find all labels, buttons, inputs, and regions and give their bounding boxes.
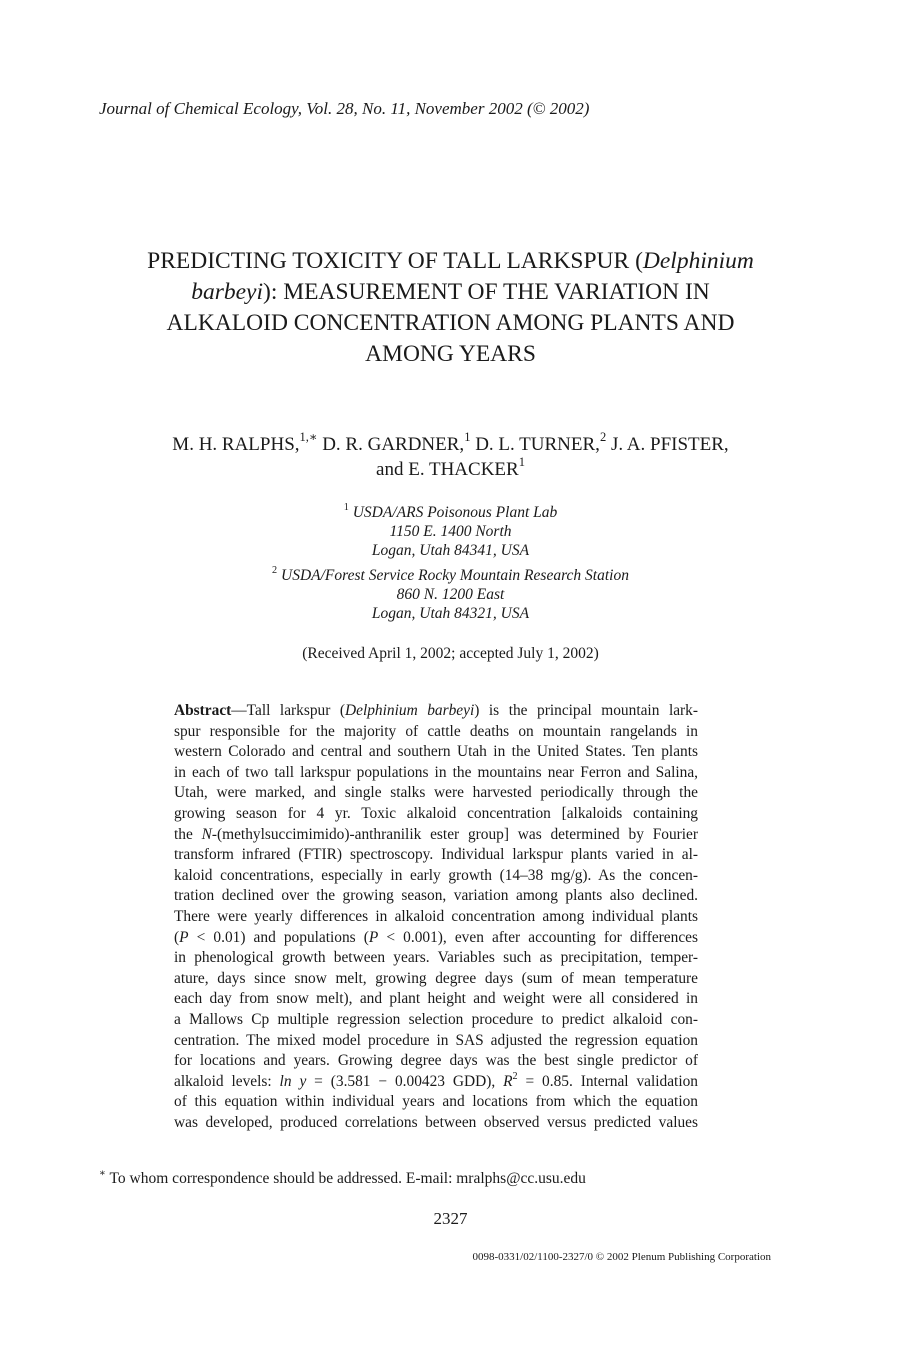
abstract-line: alkaloid levels: ln y = (3.581 − 0.00423 GDD), $R^2 = 0.85$. Internal validation — [174, 1070, 698, 1090]
abstract-line: spur responsible for the majority of cattle deaths on mountain rangelands in — [174, 722, 698, 740]
abstract-line: ature, days since snow melt, growing degree days (sum of mean temperature — [174, 969, 698, 987]
title-line-4: AMONG YEARS — [365, 341, 536, 367]
abstract-line: in each of two tall larkspur populations in the mountains near Ferron and Salina, — [174, 763, 698, 781]
page-number: 2327 — [433, 1209, 468, 1228]
title-line-1: PREDICTING TOXICITY OF TALL LARKSPUR (Delphinium — [147, 248, 754, 274]
abstract-line: the N-(methylsuccimimido)-anthranilik ester group] was determined by Fourier — [174, 825, 698, 843]
author-list — [90, 432, 811, 482]
abstract-line: Utah, were marked, and single stalks were harvested periodically through the — [174, 784, 698, 802]
abstract-line: There were yearly differences in alkaloid concentration among individual plants — [174, 907, 698, 925]
abstract-line: of this equation within individual years and locations from which the equation — [174, 1093, 698, 1111]
title-line-2: barbeyi): MEASUREMENT OF THE VARIATION IN — [191, 279, 710, 305]
abstract-line: western Colorado and central and southern Utah in the United States. Ten plants — [174, 743, 698, 761]
abstract-line: a Mallows Cp multiple regression selection procedure to predict alkaloid con- — [174, 1010, 698, 1028]
author-line-1: M. H. RALPHS,$^{1,∗}$ D. R. GARDNER,$^1$ D. L. TURNER,$^2$ J. A. PFISTER, — [172, 430, 729, 455]
abstract-line: transform infrared (FTIR) spectroscopy. Individual larkspur plants varied in al- — [174, 846, 698, 864]
author-line-2: and E. THACKER$^1$ — [376, 455, 525, 480]
abstract-line: Abstract—Tall larkspur (Delphinium barbeyi) is the principal mountain lark- — [174, 702, 698, 719]
received-dates: (Received April 1, 2002; accepted July 1, 2002) — [302, 645, 599, 662]
abstract-line: was developed, produced correlations between observed versus predicted values — [174, 1113, 698, 1131]
correspondence-footnote: ∗ To whom correspondence should be addressed. E-mail: mralphs@cc.usu.edu — [99, 1167, 586, 1187]
abstract-line: each day from snow melt), and plant height and weight were all considered in — [174, 990, 698, 1008]
copyright-line: 0098-0331/02/1100-2327/0 © 2002 Plenum Publishing Corporation — [472, 1251, 771, 1263]
abstract-line: growing season for 4 yr. Toxic alkaloid concentration [alkaloids containing — [174, 804, 698, 822]
journal-header: Journal of Chemical Ecology, Vol. 28, No. 11, November 2002 (© 2002) — [99, 99, 590, 118]
affiliation-2: $^2$ USDA/Forest Service Rocky Mountain Research Station 860 N. 1200 East Logan, Utah 84321, USA — [272, 564, 629, 622]
abstract-line: (P < 0.01) and populations (P < 0.001), even after accounting for differences — [174, 928, 698, 946]
article-title — [90, 246, 811, 370]
abstract — [174, 701, 698, 1133]
abstract-line: kaloid concentrations, especially in early growth (14–38 mg/g). As the concen- — [174, 866, 698, 884]
abstract-line: centration. The mixed model procedure in SAS adjusted the regression equation — [174, 1031, 698, 1049]
abstract-line: for locations and years. Growing degree days was the best single predictor of — [174, 1052, 698, 1070]
abstract-line: in phenological growth between years. Variables such as precipitation, temper- — [174, 949, 698, 967]
affiliation-1: $^1$ USDA/ARS Poisonous Plant Lab 1150 E. 1400 North Logan, Utah 84341, USA — [343, 501, 558, 559]
title-line-3: ALKALOID CONCENTRATION AMONG PLANTS AND — [166, 310, 735, 336]
abstract-line: tration declined over the growing season, variation among plants also declined. — [174, 887, 698, 905]
